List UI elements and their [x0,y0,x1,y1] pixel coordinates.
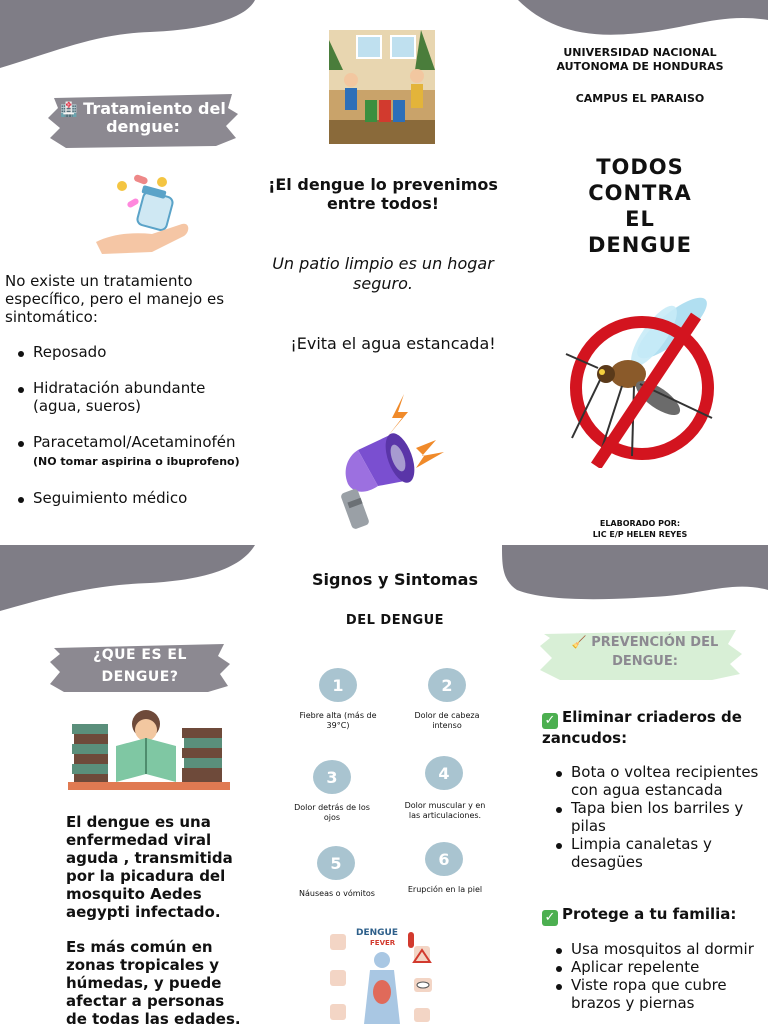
hospital-icon: 🏥 [60,102,78,118]
patio-message: Un patio limpio es un hogar seguro. [272,254,494,293]
treatment-note: (NO tomar aspirina o ibuprofeno) [33,455,240,468]
check-icon: ✓ [542,910,558,926]
hand-pills-icon [92,172,192,262]
symptoms-title: Signos y Sintomas [312,570,478,589]
symptom-text: Fiebre alta (más de 39°C) [299,711,377,731]
prevention-section-family: ✓ Protege a tu familia: [542,905,768,926]
student-reading-books [68,708,230,790]
prevention-heading: 🧹 PREVENCIÓN DEL DENGUE: [571,635,719,669]
stagnant-water-message: ¡Evita el agua estancada! [290,334,496,353]
list-item: Viste ropa que cubre brazos y piernas [543,976,768,1012]
poster-subtitle: FEVER [370,939,396,947]
campus-name: CAMPUS EL PARAISO [575,92,705,105]
treatment-item: Hidratación abundante (agua, sueros) [5,379,255,415]
symptom-text: Dolor de cabeza intenso [414,711,480,731]
list-item: Tapa bien los barriles y pilas [543,799,768,835]
what-is-heading: ¿QUE ES EL DENGUE? [93,647,187,685]
dengue-definition: El dengue es una enfermedad viral aguda , transmitida por la picadura del mosquito Aedes aegypti infectado. [66,813,233,921]
top-right-blob [518,0,768,36]
check-icon: ✓ [542,713,558,729]
poster-figure [326,924,442,1024]
breeding-list [543,763,768,871]
symptom-text: Náuseas o vómitos [299,889,375,898]
dengue-fever-poster [326,924,442,1024]
treatment-heading: 🏥 Tratamiento del dengue: [60,99,226,137]
list-item: Aplicar repelente [543,958,768,976]
treatment-item: Reposado [5,343,255,361]
mid-left-blob [0,545,260,615]
author-name: LIC E/P HELEN REYES [592,530,688,539]
list-item: Usa mosquitos al dormir [543,940,768,958]
megaphone-icon [318,390,448,536]
list-item: Limpia canaletas y desagües [543,835,768,871]
dengue-prevalence: Es más común en zonas tropicales y húmedas, y puede afectar a personas de todas las edades. [66,938,241,1028]
treatment-list [5,343,255,507]
broom-icon: 🧹 [571,635,587,649]
cover-title-line: DENGUE [588,233,692,257]
top-left-blob [0,0,260,70]
treatment-intro: No existe un tratamiento específico, pero el manejo es sintomático: [5,272,225,326]
symptom-number: 2 [428,668,466,702]
symptom-text: Erupción en la piel [407,885,483,894]
cover-title [560,154,720,258]
cover-title-line: CONTRA [588,181,692,205]
cover-title-line: EL [625,207,655,231]
symptom-text: Dolor detrás de los ojos [294,803,370,823]
symptom-number: 1 [319,668,357,702]
cover-title-line: TODOS [596,155,684,179]
poster-title: DENGUE [356,928,398,938]
author-label: ELABORADO POR: [599,519,681,528]
symptom-number: 6 [425,842,463,876]
slogan: ¡El dengue lo prevenimos entre todos! [268,175,498,213]
treatment-item: Paracetamol/Acetaminofén (NO tomar aspirina o ibuprofeno) [5,433,255,471]
list-item: Bota o voltea recipientes con agua estancada [543,763,768,799]
no-mosquito-sign [562,288,722,468]
symptom-number: 3 [313,760,351,794]
mid-right-blob [502,545,768,605]
kids-recycling-illustration [329,30,435,144]
symptoms-subtitle: DEL DENGUE [345,613,445,628]
prevention-section-breeding: ✓ Eliminar criaderos de zancudos: [542,708,742,747]
family-list [543,940,768,1012]
symptom-text: Dolor muscular y en las articulaciones. [404,801,486,821]
university-name: UNIVERSIDAD NACIONAL AUTONOMA DE HONDURAS [556,46,724,73]
symptom-number: 5 [317,846,355,880]
treatment-item: Seguimiento médico [5,489,255,507]
symptom-number: 4 [425,756,463,790]
